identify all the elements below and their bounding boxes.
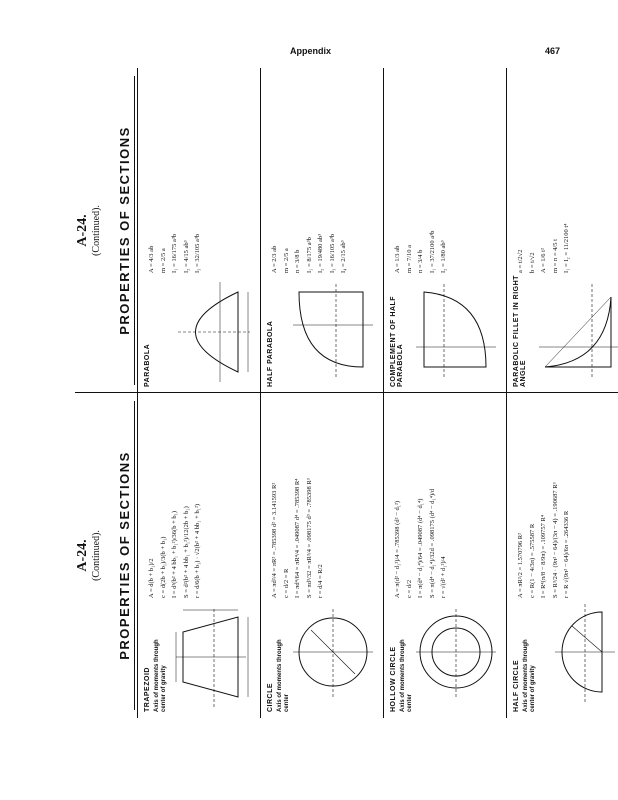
formula: I = R⁴(π/8 − 8/9π) = .109757 R⁴	[540, 514, 547, 598]
formula: I₃ = 16/105 a³b	[328, 233, 336, 273]
section-half-parabola	[260, 68, 384, 393]
parabolic-fillet-diagram	[537, 277, 618, 387]
formula: A = πd²/4 = πR² = .785398 d² = 3.141593 R²	[271, 482, 278, 598]
formula: I₁ = I₂ = 11/2100 t⁴	[563, 223, 570, 273]
formula: A = 1/6 t²	[540, 248, 547, 273]
section-name: COMPLEMENT OF HALF PARABOLA	[390, 295, 404, 387]
section-note: Axis of moments through center of gravity	[154, 639, 167, 712]
formula: A = d(b + b₁)/2	[148, 558, 155, 598]
table-continued: (Continued).	[91, 530, 102, 581]
section-name: PARABOLA	[144, 343, 151, 387]
section-trapezoid	[137, 393, 261, 718]
formula: c = R(1 − 4/3π) = .575587 R	[528, 523, 536, 598]
formula: r = d/4 = R/2	[317, 564, 324, 598]
section-hollow-circle	[383, 393, 507, 718]
half-circle-diagram	[537, 602, 618, 712]
left-table-heading	[75, 393, 102, 718]
formula: S = π(d⁴ − d₁⁴)/32d = .098175 (d⁴ − d₁⁴)/d	[428, 488, 436, 598]
formula: c = d(2b + b₁)/3(b + b₁)	[159, 536, 167, 598]
formula: c = d/2	[405, 579, 413, 598]
formula-list	[269, 73, 350, 273]
formula: r = d/6(b + b₁) · √2(b² + 4 bb₁ + b₁²)	[194, 503, 201, 598]
formula-list	[392, 73, 450, 273]
formula: c = d/2 = R	[282, 568, 290, 598]
rotated-page-body	[75, 68, 618, 718]
formula: I₁ = 8/175 a³b	[305, 237, 313, 273]
section-properties-title: PROPERTIES OF SECTIONS	[117, 401, 135, 710]
left-table	[75, 392, 618, 718]
right-table-heading	[75, 68, 102, 393]
parabola-diagram	[168, 277, 253, 387]
formula: I₁ = 37/2100 a³b	[428, 230, 436, 273]
section-properties-title: PROPERTIES OF SECTIONS	[117, 76, 135, 385]
circle-diagram	[291, 602, 376, 712]
formula: r = √(d² + d₁²)/4	[440, 556, 447, 598]
formula: S = πd³/32 = πR³/4 = .098175 d³ = .785398 R³	[305, 478, 313, 598]
section-half-circle	[506, 393, 618, 718]
trapezoid-diagram	[168, 602, 253, 712]
formula: b = t/√2	[528, 252, 536, 273]
section-circle	[260, 393, 384, 718]
section-name: TRAPEZOID	[144, 667, 151, 712]
formula: A = 4/3 ab	[148, 245, 155, 273]
section-name: HOLLOW CIRCLE	[390, 646, 397, 712]
formula: r = R √(9π² − 64)/6π = .264336 R	[563, 510, 570, 598]
formula: m = n = 4/5 t	[551, 239, 559, 273]
section-name: PARABOLIC FILLET IN RIGHT ANGLE	[513, 275, 527, 387]
page-section-label: Appendix	[290, 46, 332, 56]
formula-list	[269, 398, 327, 598]
formula: I = d³(b² + 4 bb₁ + b₁²)/36(b + b₁)	[171, 510, 178, 598]
formula: I₁ = 16/175 a³b	[171, 233, 178, 273]
formula: S = d²(b² + 4 bb₁ + b₁²)/12(2b + b₁)	[182, 506, 190, 598]
formula: I = π(d⁴ − d₁⁴)/64 = .049087 (d⁴ − d₁⁴)	[417, 498, 424, 598]
formula: n = 3/4 b	[417, 249, 424, 273]
formula: m = 2/5 a	[159, 248, 167, 273]
formula: m = 2/5 a	[282, 248, 290, 273]
formula: A = π(d² − d₁²)/4 = .785398 (d² − d₁²)	[394, 500, 401, 598]
formula: n = 3/8 b	[294, 249, 301, 273]
formula: A = 2/3 ab	[271, 245, 278, 273]
section-note: Axis of moments through center	[400, 639, 413, 712]
section-parabolic-fillet	[506, 68, 618, 393]
formula: I₂ = 4/15 ab³	[182, 240, 190, 273]
right-table	[75, 68, 618, 393]
hollow-circle-diagram	[414, 602, 499, 712]
formula-list	[515, 73, 573, 273]
formula: a = t/2√2	[517, 249, 524, 273]
section-name: HALF PARABOLA	[267, 320, 274, 387]
half-parabola-diagram	[291, 277, 376, 387]
formula: S = R³/24 · (9π² − 64)/(3π − 4) = .190687 R³	[551, 482, 559, 598]
section-name: HALF CIRCLE	[513, 659, 520, 712]
formula-list	[392, 398, 450, 598]
formula: I₃ = 32/105 a³b	[194, 233, 201, 273]
table-id: A-24.	[75, 214, 90, 247]
section-name: CIRCLE	[267, 682, 274, 712]
section-complement-half-parabola	[383, 68, 507, 393]
formula: A = 1/3 ab	[394, 245, 401, 273]
formula: m = 7/10 a	[405, 244, 413, 273]
table-id: A-24.	[75, 539, 90, 572]
section-note: Axis of moments through center of gravity	[523, 639, 536, 712]
formula: I₂ = 19/480 ab³	[317, 233, 324, 273]
formula: I = πd⁴/64 = πR⁴/4 = .049087 d⁴ = .785398 R⁴	[294, 478, 301, 598]
page-number: 467	[545, 46, 561, 56]
section-note: Axis of moments through center	[277, 639, 290, 712]
formula-list	[146, 398, 204, 598]
complement-parabola-diagram	[414, 277, 499, 387]
formula: I₂ = 1/80 ab³	[440, 240, 447, 273]
formula: A = πR²/2 = 1.570796 R²	[517, 532, 524, 598]
formula-list	[146, 73, 204, 273]
table-continued: (Continued).	[91, 205, 102, 256]
section-parabola	[137, 68, 261, 393]
formula: I₄ = 2/15 ab³	[340, 240, 347, 273]
formula-list	[515, 398, 573, 598]
